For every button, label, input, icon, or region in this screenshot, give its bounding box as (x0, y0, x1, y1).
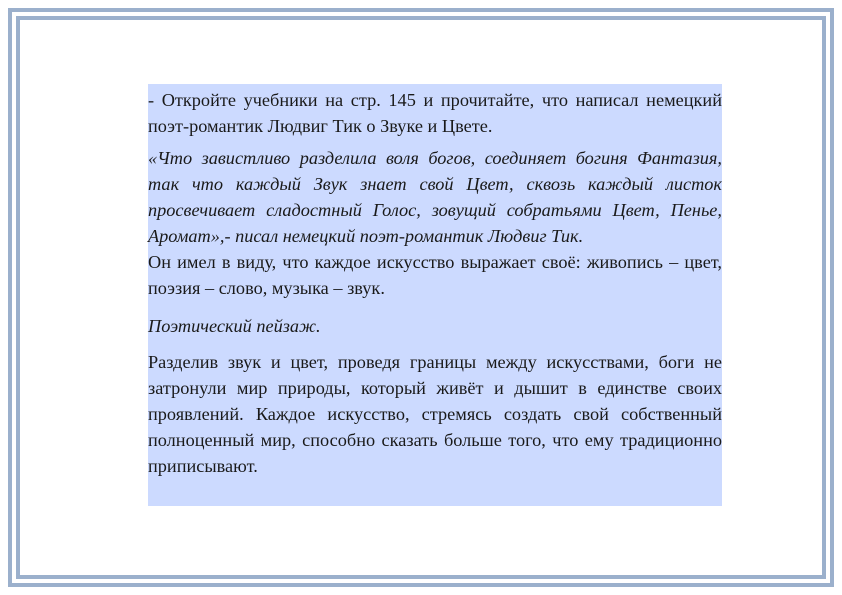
explanation-paragraph: Он имел в виду, что каждое искусство выражает своё: живопись – цвет, поэзия – слово, музыка – звук. (148, 252, 722, 298)
quote-paragraph: «Что завистливо разделила воля богов, соединяет богиня Фантазия, так что каждый Звук знает свой Цвет, сквозь каждый листок просвечивает сладостный Голос, зовущий собратьями Цвет, Пенье, Аромат»,- писал немецкий поэт-романтик Людвиг Тик. (148, 148, 722, 246)
text-block (148, 84, 722, 506)
conclusion-paragraph: Разделив звук и цвет, проведя границы между искусствами, боги не затронули мир природы, который живёт и дышит в единстве своих проявлений. Каждое искусство, стремясь создать свой собственный полноценный мир, способно сказать больше того, что ему традиционно приписывают. (148, 352, 722, 476)
intro-paragraph: - Откройте учебники на стр. 145 и прочитайте, что написал немецкий поэт-романтик Людвиг Тик о Звуке и Цвете. (148, 90, 722, 136)
subtitle-paragraph: Поэтический пейзаж. (148, 316, 321, 336)
